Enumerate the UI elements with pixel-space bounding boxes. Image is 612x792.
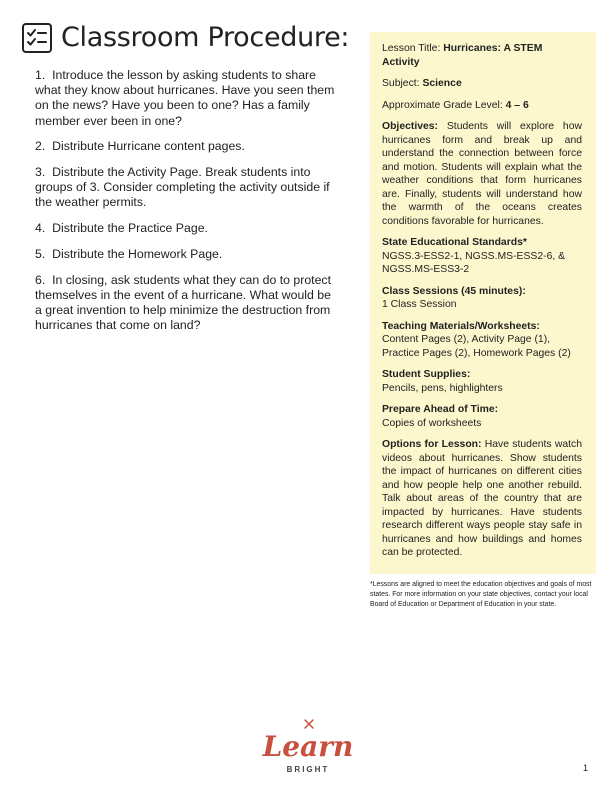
step-text: Distribute the Practice Page. xyxy=(52,221,208,236)
procedure-step xyxy=(35,247,335,262)
grade-value: 4 – 6 xyxy=(505,99,529,111)
step-number: 4. xyxy=(35,221,46,236)
step-number: 3. xyxy=(35,165,46,180)
sessions-label: Class Sessions (45 minutes): xyxy=(382,285,526,297)
procedure-steps xyxy=(35,68,335,344)
subject xyxy=(382,77,582,91)
lesson-title-label: Lesson Title: xyxy=(382,43,444,54)
standards-footnote: *Lessons are aligned to meet the education objectives and goals of most states. For more information on your state objectives, contact your local Board of Education or Department of Education in your state. xyxy=(370,581,592,608)
objectives-label: Objectives: xyxy=(382,121,439,132)
standards-label: State Educational Standards* xyxy=(382,237,527,248)
step-number: 2. xyxy=(35,139,46,154)
standards xyxy=(382,236,582,277)
subject-value: Science xyxy=(422,78,462,89)
page-number: 1 xyxy=(582,763,588,773)
objectives xyxy=(382,120,582,228)
step-text: Distribute Hurricane content pages. xyxy=(52,139,245,154)
prepare-label: Prepare Ahead of Time: xyxy=(382,404,499,415)
grade-label: Approximate Grade Level: xyxy=(382,99,506,111)
class-sessions xyxy=(382,285,582,312)
procedure-step xyxy=(35,273,335,334)
teaching-materials xyxy=(382,320,582,361)
lesson-info-panel xyxy=(370,32,596,574)
options-label: Options for Lesson: xyxy=(382,439,482,450)
procedure-step xyxy=(35,165,335,211)
procedure-step xyxy=(35,221,335,236)
learn-bright-logo xyxy=(252,718,364,780)
logo-word: Learn xyxy=(262,730,354,763)
step-number: 5. xyxy=(35,246,46,261)
prepare-ahead xyxy=(382,403,582,430)
logo-sub: BRIGHT xyxy=(286,765,330,774)
step-number: 6. xyxy=(35,272,46,287)
objectives-text: Students will explore how hurricanes form and break up and understand the connection between force and motion. Students will explain what the weather conditions that form hurricanes are. Finally, students will understand how the warmth of the oceans creates conditions favorable for hurricanes. xyxy=(382,121,582,227)
grade-level xyxy=(382,99,582,113)
step-text: In closing, ask students what they can do to protect themselves in the event of a hurricane. What would be a great invention to help minimize the destruction from hurricanes that come on land? xyxy=(35,272,331,333)
step-text: Introduce the lesson by asking students to share what they know about hurricanes. Have you seen them on the news? Have you been to one? Has a family member ever been in one? xyxy=(35,68,335,128)
standards-text: NGSS.3-ESS2-1, NGSS.MS-ESS2-6, & NGSS.MS-ESS3-2 xyxy=(382,250,566,275)
lesson-options xyxy=(382,438,582,560)
lesson-title xyxy=(382,42,582,69)
student-supplies xyxy=(382,368,582,395)
step-text: Distribute the Activity Page. Break students into groups of 3. Consider completing the activity outside if the weather permits. xyxy=(35,165,330,210)
step-text: Distribute the Homework Page. xyxy=(52,246,223,261)
materials-text: Content Pages (2), Activity Page (1), Practice Pages (2), Homework Pages (2) xyxy=(382,334,571,359)
procedure-step xyxy=(35,68,335,129)
step-number: 1. xyxy=(35,68,46,82)
subject-label: Subject: xyxy=(382,78,423,89)
checklist-icon xyxy=(22,23,52,53)
page-title: Classroom Procedure: xyxy=(61,22,350,53)
page-header xyxy=(22,22,349,53)
materials-label: Teaching Materials/Worksheets: xyxy=(382,320,540,332)
procedure-step xyxy=(35,139,335,154)
options-text: Have students watch videos about hurricanes. Show students the impact of hurricanes on different cities and how people help one another rebuild. Talk about areas of the country that are impacted by hurricanes. Have students research different ways people stay safe in hurricanes and how buildings and homes can be protected. xyxy=(382,439,583,558)
lesson-title-value: Hurricanes: A STEM Activity xyxy=(382,43,543,68)
sessions-text: 1 Class Session xyxy=(382,299,457,310)
prepare-text: Copies of worksheets xyxy=(382,417,482,429)
supplies-text: Pencils, pens, highlighters xyxy=(382,382,503,394)
supplies-label: Student Supplies: xyxy=(382,369,471,380)
